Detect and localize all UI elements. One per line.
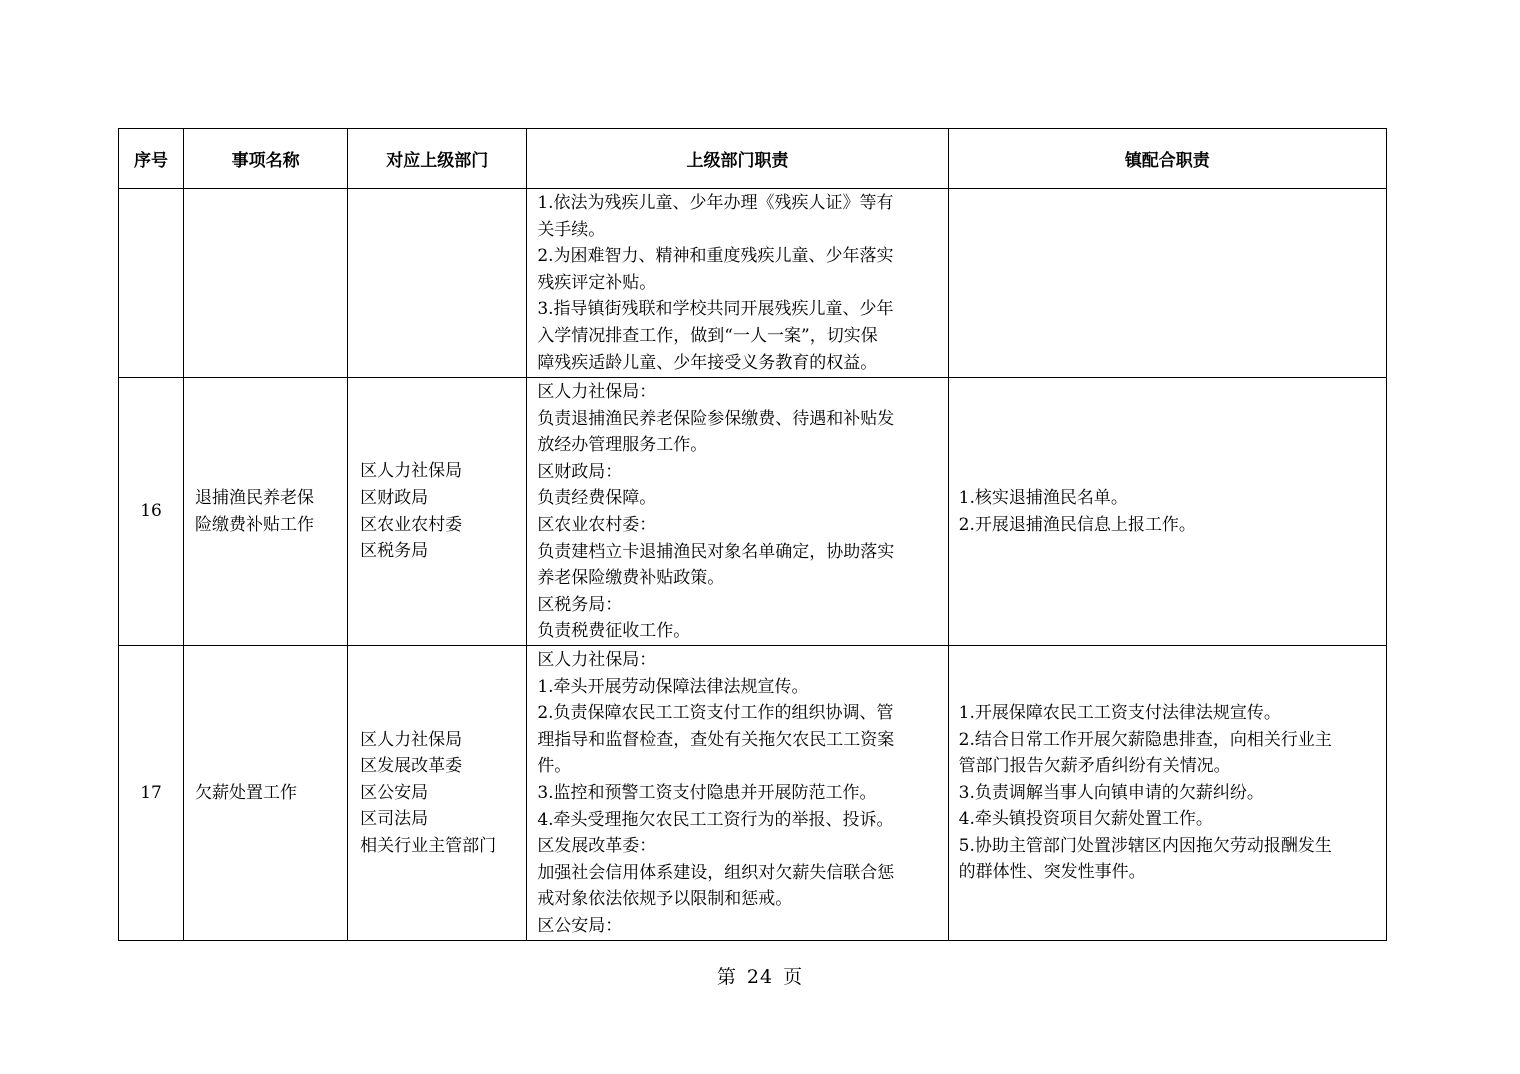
cell-upper-duty <box>527 189 948 378</box>
cell-text-line: 负责建档立卡退捕渔民对象名单确定，协助落实 <box>537 541 895 562</box>
cell-upper-duty <box>527 378 948 646</box>
cell-text-line: 区财政局： <box>537 461 623 482</box>
cell-seq <box>119 189 184 378</box>
cell-text-line: 区人力社保局： <box>537 650 657 670</box>
cell-text-line: 区司法局 <box>360 809 429 830</box>
cell-town-duty <box>948 646 1386 941</box>
cell-text-line: 负责经费保障。 <box>537 488 657 509</box>
cell-text-line: 区发展改革委 <box>360 756 463 777</box>
cell-town-duty <box>948 378 1386 646</box>
cell-text-line: 1.开展保障农民工工资支付法律法规宣传。 <box>958 702 1281 723</box>
cell-text-line: 负责退捕渔民养老保险参保缴费、待遇和补贴发 <box>537 408 895 429</box>
cell-text-line: 3.监控和预警工资支付隐患并开展防范工作。 <box>537 782 877 803</box>
cell-text-line: 区人力社保局： <box>537 382 657 402</box>
table-row <box>119 646 1387 941</box>
cell-dept <box>348 189 527 378</box>
cell-seq: 16 <box>119 378 184 646</box>
duty-table <box>118 128 1387 941</box>
cell-text-line: 1.牵头开展劳动保障法律法规宣传。 <box>537 676 809 697</box>
header-upper-duty: 上级部门职责 <box>527 129 948 189</box>
cell-text-line: 2.负责保障农民工工资支付工作的组织协调、管 <box>537 703 894 724</box>
cell-text-line: 相关行业主管部门 <box>360 835 497 856</box>
cell-text-line: 欠薪处置工作 <box>195 782 298 803</box>
cell-item-name <box>184 378 348 646</box>
cell-text-line: 关手续。 <box>537 219 606 240</box>
cell-text-line: 残疾评定补贴。 <box>537 272 657 293</box>
cell-text-line: 管部门报告欠薪矛盾纠纷有关情况。 <box>958 756 1231 777</box>
cell-text-line: 区人力社保局 <box>360 461 463 482</box>
cell-item-name <box>184 189 348 378</box>
cell-text-line: 2.开展退捕渔民信息上报工作。 <box>958 514 1196 535</box>
page-label-prefix: 第 <box>716 966 737 988</box>
cell-item-name <box>184 646 348 941</box>
cell-dept <box>348 646 527 941</box>
cell-text-line: 3.指导镇街残联和学校共同开展残疾儿童、少年 <box>537 299 894 320</box>
table-row <box>119 378 1387 646</box>
header-town-duty: 镇配合职责 <box>948 129 1386 189</box>
cell-text-line: 3.负责调解当事人向镇申请的欠薪纠纷。 <box>958 782 1264 803</box>
cell-text-line: 区农业农村委： <box>537 514 657 535</box>
cell-text-line: 1.依法为残疾儿童、少年办理《残疾人证》等有 <box>537 193 894 213</box>
cell-text-line: 养老保险缴费补贴政策。 <box>537 568 725 589</box>
cell-text-line: 戒对象依法依规予以限制和惩戒。 <box>537 889 793 910</box>
page-label-suffix: 页 <box>783 966 804 988</box>
cell-text-line: 退捕渔民养老保 <box>195 487 315 508</box>
cell-text-line: 区发展改革委： <box>537 836 657 857</box>
cell-text-line: 区农业农村委 <box>360 514 463 535</box>
cell-text-line: 4.牵头受理拖欠农民工工资行为的举报、投诉。 <box>537 809 894 830</box>
cell-text-line: 区财政局 <box>360 487 429 508</box>
cell-town-duty <box>948 189 1386 378</box>
header-seq: 序号 <box>119 129 184 189</box>
cell-text-line: 放经办管理服务工作。 <box>537 435 708 456</box>
cell-text-line: 负责税费征收工作。 <box>537 621 691 642</box>
page-number: 24 <box>746 966 774 988</box>
cell-text-line: 区税务局： <box>537 594 623 615</box>
cell-text-line: 理指导和监督检查，查处有关拖欠农民工工资案 <box>537 729 895 750</box>
cell-text-line: 5.协助主管部门处置涉辖区内因拖欠劳动报酬发生 <box>958 835 1332 856</box>
cell-seq: 17 <box>119 646 184 941</box>
cell-text-line: 入学情况排查工作，做到“一人一案”，切实保 <box>537 325 878 346</box>
cell-dept <box>348 378 527 646</box>
cell-upper-duty <box>527 646 948 941</box>
cell-text-line: 2.为困难智力、精神和重度残疾儿童、少年落实 <box>537 246 894 267</box>
header-dept: 对应上级部门 <box>348 129 527 189</box>
cell-text-line: 障残疾适龄儿童、少年接受义务教育的权益。 <box>537 352 878 373</box>
cell-text-line: 区人力社保局 <box>360 729 463 750</box>
cell-text-line: 2.结合日常工作开展欠薪隐患排查，向相关行业主 <box>958 729 1332 750</box>
cell-text-line: 区公安局 <box>360 782 429 803</box>
table-header-row <box>119 129 1387 189</box>
cell-text-line: 加强社会信用体系建设，组织对欠薪失信联合惩 <box>537 862 895 883</box>
cell-text-line: 区公安局： <box>537 915 623 936</box>
cell-text-line: 区税务局 <box>360 541 429 562</box>
cell-text-line: 件。 <box>537 756 572 777</box>
table-row <box>119 189 1387 378</box>
header-item-name: 事项名称 <box>184 129 348 189</box>
cell-text-line: 4.牵头镇投资项目欠薪处置工作。 <box>958 809 1213 830</box>
page-footer <box>0 962 1520 989</box>
cell-text-line: 险缴费补贴工作 <box>195 514 315 535</box>
cell-text-line: 1.核实退捕渔民名单。 <box>958 487 1128 508</box>
cell-text-line: 的群体性、突发性事件。 <box>958 862 1146 883</box>
